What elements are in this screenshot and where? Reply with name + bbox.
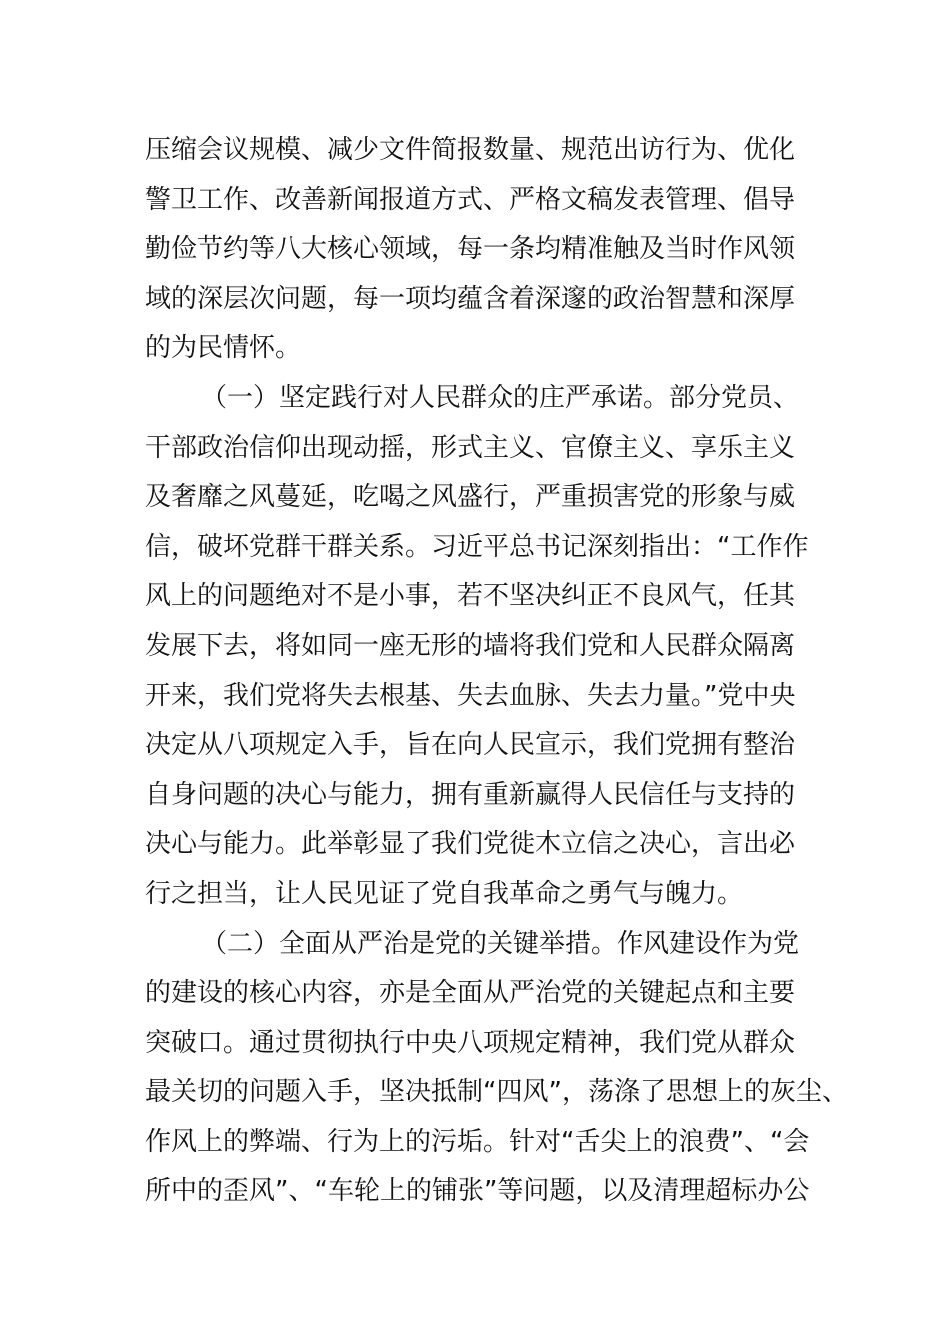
text-line: 最关切的问题入手，坚决抵制“四风”，荡涤了思想上的灰尘、: [145, 1077, 848, 1108]
section-heading-line: （一）坚定践行对人民群众的庄严承诺。部分党员、: [201, 382, 800, 413]
text-line: 自身问题的决心与能力，拥有重新赢得人民信任与支持的: [145, 779, 796, 810]
text-line: 信，破坏党群干群关系。习近平总书记深刻指出：“工作作: [145, 531, 809, 562]
text-line: 发展下去，将如同一座无形的墙将我们党和人民群众隔离: [145, 630, 796, 661]
text-line: 域的深层次问题，每一项均蕴含着深邃的政治智慧和深厚: [145, 283, 796, 314]
text-line: 突破口。通过贯彻执行中央八项规定精神，我们党从群众: [145, 1027, 796, 1058]
text-line: 开来，我们党将失去根基、失去血脉、失去力量。”党中央: [145, 680, 796, 711]
section-heading-line: （二）全面从严治是党的关键举措。作风建设作为党: [201, 928, 800, 959]
text-line: 干部政治信仰出现动摇，形式主义、官僚主义、享乐主义: [145, 432, 796, 463]
text-line: 所中的歪风”、“车轮上的铺张”等问题，以及清理超标办公: [145, 1176, 810, 1207]
text-line: 风上的问题绝对不是小事，若不坚决纠正不良风气，任其: [145, 581, 796, 612]
text-line: 的为民情怀。: [145, 333, 302, 364]
text-line: 压缩会议规模、减少文件简报数量、规范出访行为、优化: [145, 135, 796, 165]
body-text: [145, 126, 848, 1217]
text-line: 决心与能力。此举彰显了我们党徙木立信之决心，言出必: [145, 829, 796, 860]
text-line: 决定从八项规定入手，旨在向人民宣示，我们党拥有整治: [145, 730, 796, 761]
text-line: 的建设的核心内容，亦是全面从严治党的关键起点和主要: [145, 978, 796, 1009]
text-line: 及奢靡之风蔓延，吃喝之风盛行，严重损害党的形象与威: [145, 482, 796, 513]
text-line: 行之担当，让人民见证了党自我革命之勇气与魄力。: [145, 878, 744, 909]
text-line: 作风上的弊端、行为上的污垢。针对“舌尖上的浪费”、“会: [145, 1126, 810, 1157]
text-line: 警卫工作、改善新闻报道方式、严格文稿发表管理、倡导: [145, 184, 796, 215]
text-line: 勤俭节约等八大核心领域，每一条均精准触及当时作风领: [145, 234, 796, 265]
